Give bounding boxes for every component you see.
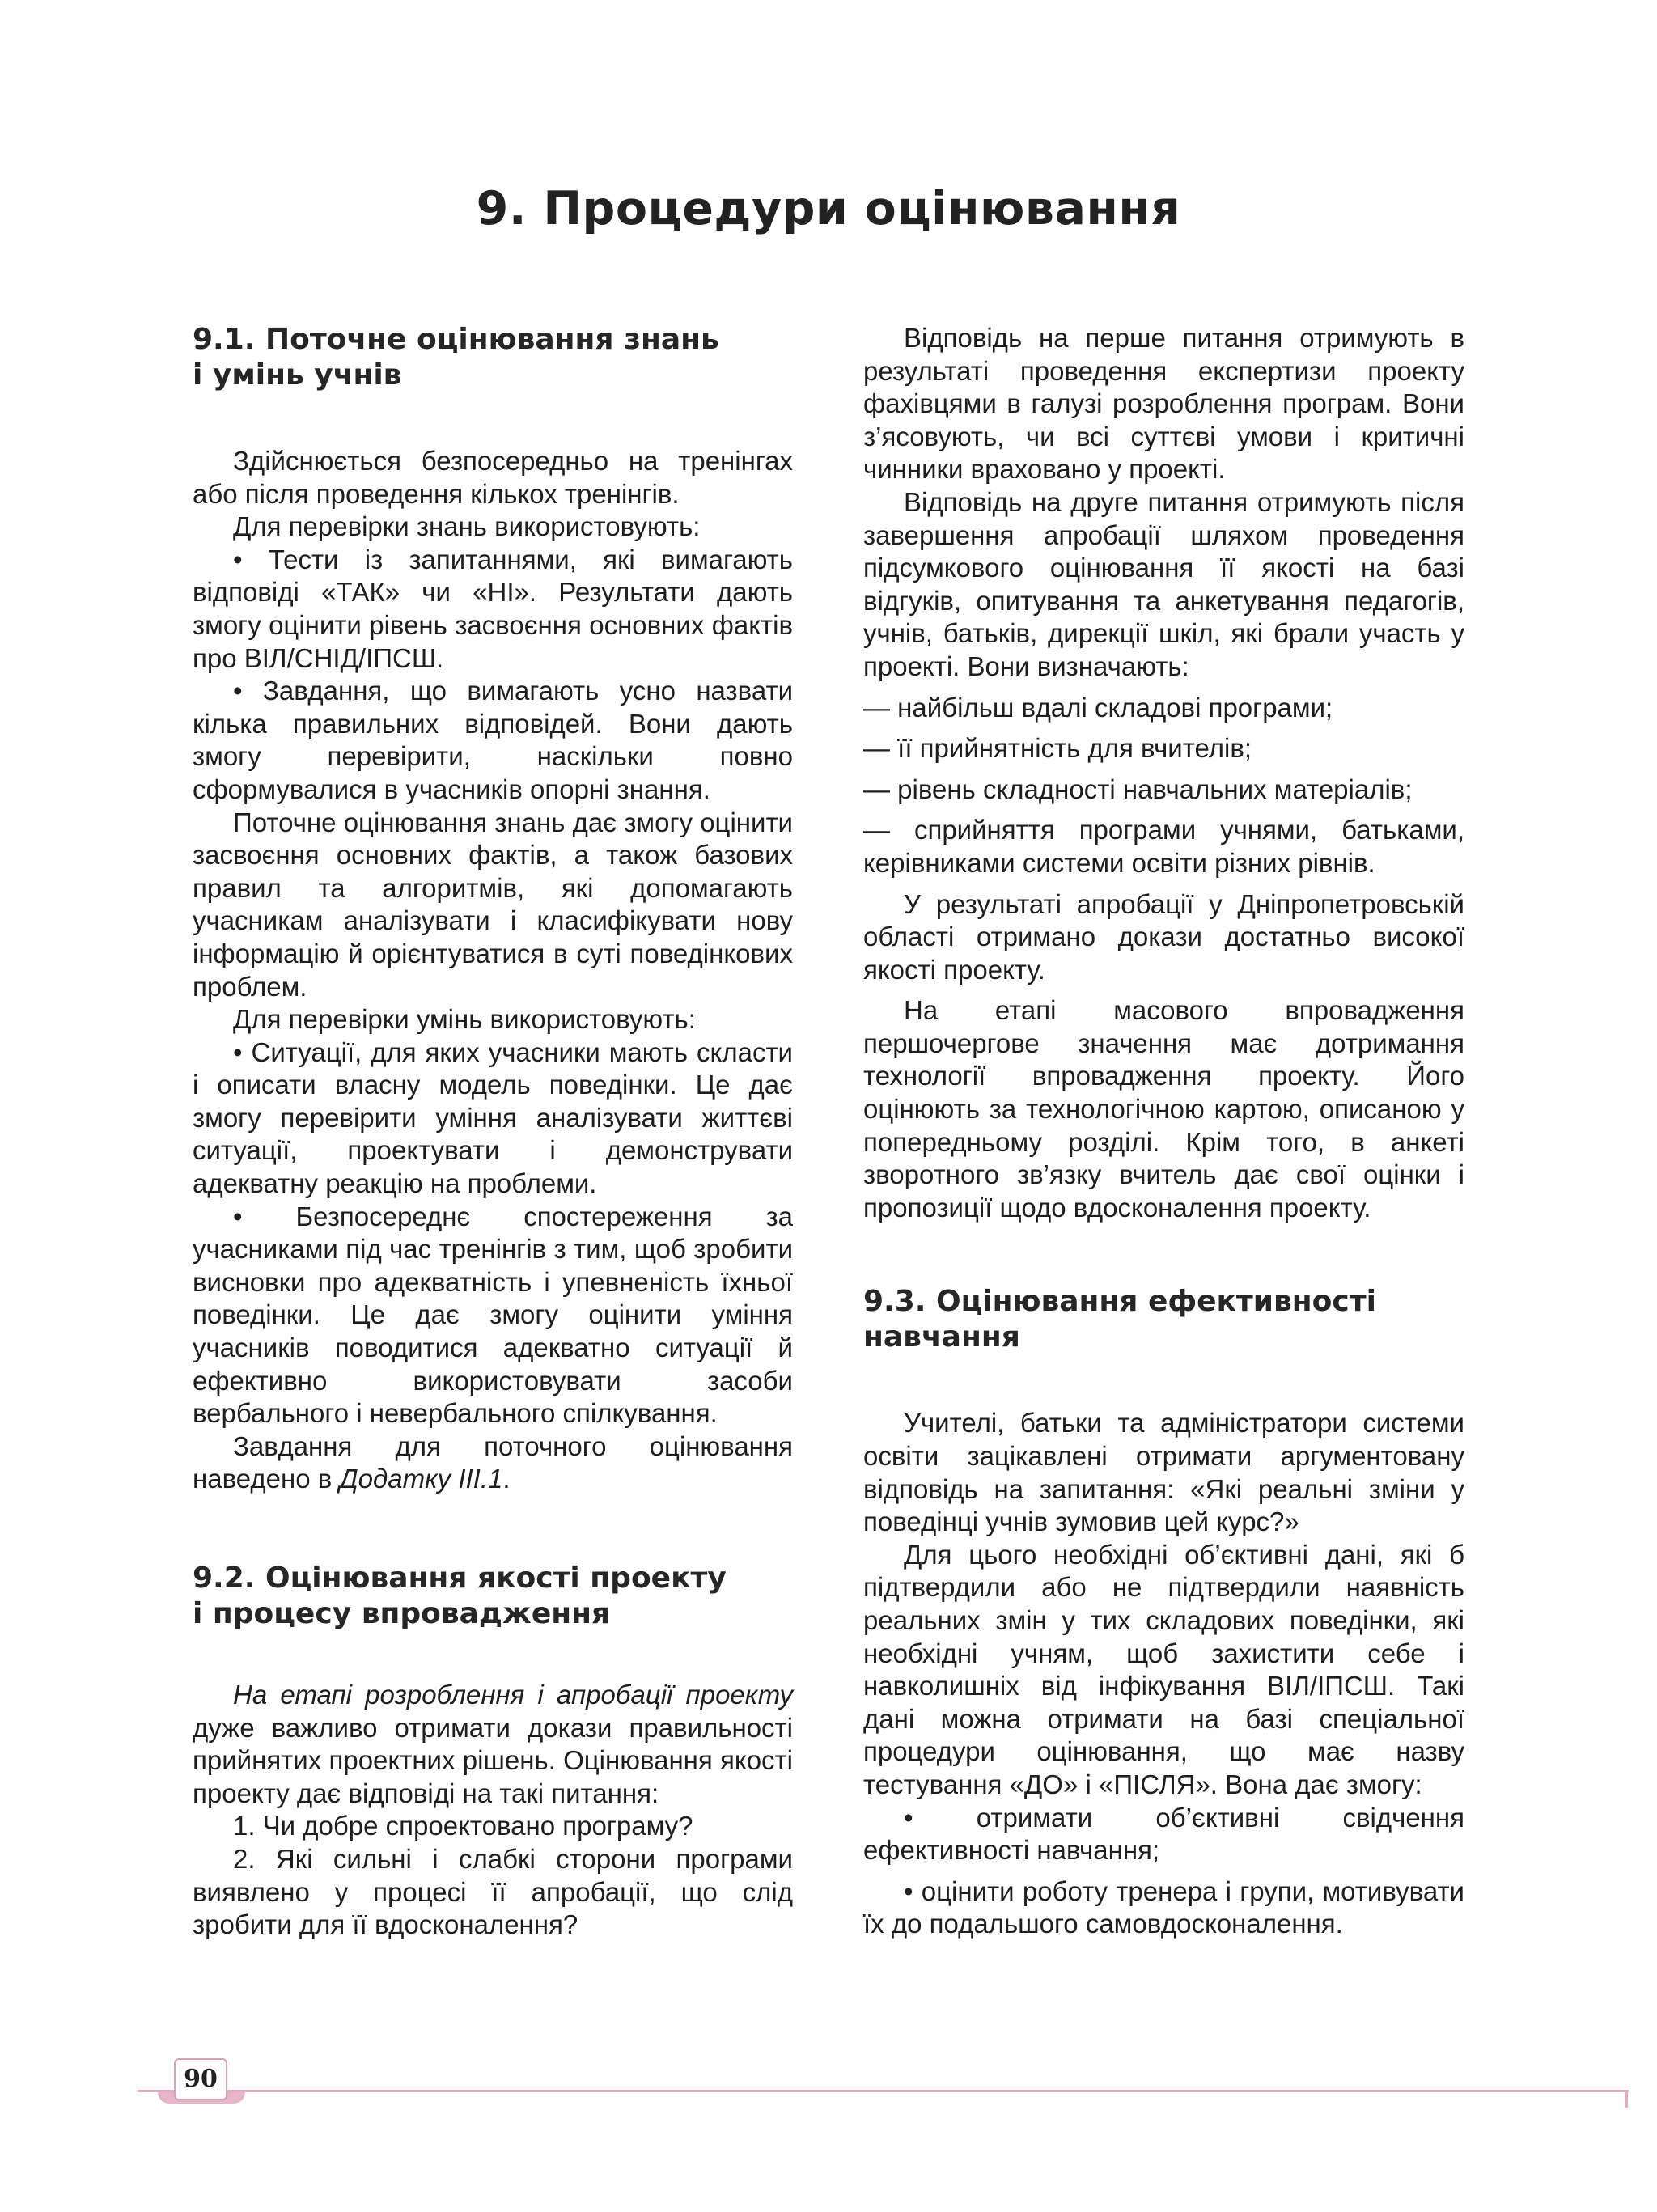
bullet-item: • Безпосереднє спостереження за учасниками під час тренінгів з тим, щоб зробити висновки про адекватність і упевненість їхньої поведінки. Це дає змогу оцінити уміння учасників поводитися адекватно ситуації й ефективно використовувати засоби вербального і невербального спілкування. — [193, 1201, 793, 1429]
paragraph: Учителі, батьки та адміністратори системи освіти зацікавлені отримати аргументовану відповідь на запитання: «Які реальні зміни у поведінці учнів зумовив цей курс?» — [863, 1408, 1464, 1537]
page-title: 9. Процедури оцінювання — [476, 182, 1181, 235]
paragraph: Для цього необхідні об’єктивні дані, які б підтвердили або не підтвердили наявність реальних змін у тих складових поведінки, які необхідні учням, щоб захистити себе і навколишніх від інфікування ВІЛ/ІПСШ. Такі дані можна отримати на базі спеціальної процедури оцінювання, що має назву тестування «ДО» і «ПІСЛЯ». Вона дає змогу: — [863, 1539, 1464, 1799]
paragraph: На етапі розроблення і апробації проекту дуже важливо отримати докази правильності прийнятих проектних рішень. Оцінювання якості проекту дає відповіді на такі питання: — [193, 1680, 793, 1808]
page-number: 90 — [174, 2058, 227, 2100]
dash-item: — найбільш вдалі складові програми; — [863, 692, 1333, 723]
section-heading-9-2-line2: і процесу впровадження — [193, 1597, 611, 1630]
appendix-reference: Додатку ІІІ.1 — [339, 1464, 503, 1494]
section-heading-9-1 — [193, 322, 793, 393]
section-heading-9-2-line1: 9.2. Оцінювання якості проекту — [193, 1562, 727, 1595]
question-item: 1. Чи добре спроектовано програму? — [233, 1811, 693, 1841]
bullet-item: • отримати об’єктивні свідчення ефективності навчання; — [863, 1802, 1464, 1866]
footer-rule — [138, 2090, 1629, 2092]
section-heading-9-3 — [863, 1284, 1464, 1355]
paragraph: Завдання для поточного оцінювання наведено в Додатку ІІІ.1. — [193, 1430, 793, 1494]
footer-edge-mark — [1625, 2090, 1628, 2108]
section-heading-9-3-line2: навчання — [863, 1320, 1020, 1354]
bullet-item: • Тести із запитаннями, які вимагають відповіді «ТАК» чи «НІ». Результати дають змогу оцінити рівень засвоєння основних фактів про ВІЛ/СНІД/ІПСШ. — [193, 544, 793, 673]
dash-item: — рівень складності навчальних матеріалів; — [863, 773, 1413, 804]
left-column — [193, 322, 793, 1942]
section-heading-9-3-line1: 9.3. Оцінювання ефективності — [863, 1285, 1376, 1319]
dash-item: — її прийнятність для вчителів; — [863, 733, 1252, 764]
right-column — [863, 322, 1464, 1941]
paragraph: Відповідь на перше питання отримують в результаті проведення експертизи проекту фахівцями в галузі розроблення програм. Вони з’ясовують, чи всі суттєві умови і критичні чинники враховано у проекті. — [863, 323, 1464, 485]
question-item: 2. Які сильні і слабкі сторони програми виявлено у процесі її апробації, що слід зробити для її вдосконалення? — [193, 1843, 793, 1940]
paragraph: Для перевірки умінь використовують: — [233, 1004, 696, 1035]
paragraph: У результаті апробації у Дніпропетровській області отримано докази достатньо високої якості проекту. — [863, 888, 1464, 985]
section-heading-9-1-line1: 9.1. Поточне оцінювання знань — [193, 323, 719, 356]
section-heading-9-2 — [193, 1561, 793, 1632]
paragraph: Для перевірки знань використовують: — [233, 511, 701, 542]
bullet-item: • Завдання, що вимагають усно назвати кілька правильних відповідей. Вони дають змогу перевірити, наскільки повно сформувалися в учасників опорні знання. — [193, 676, 793, 804]
section-heading-9-1-line2: і умінь учнів — [193, 358, 402, 392]
paragraph: Поточне оцінювання знань дає змогу оцінити засвоєння основних фактів, а також базових правил та алгоритмів, які допомагають учасникам аналізувати і класифікувати нову інформацію й орієнтуватися в суті поведінкових проблем. — [193, 807, 793, 1002]
paragraph: Відповідь на друге питання отримують після завершення апробації шляхом проведення підсумкового оцінювання її якості на базі відгуків, опитування та анкетування педагогів, учнів, батьків, дирекції шкіл, які брали участь у проекті. Вони визначають: — [863, 486, 1464, 681]
bullet-item: • Ситуації, для яких учасники мають скласти і описати власну модель поведінки. Це дає змогу перевірити уміння аналізувати життєві ситуації, проектувати і демонструвати адекватну реакцію на проблеми. — [193, 1036, 793, 1199]
dash-item: — сприйняття програми учнями, батьками, керівниками системи освіти різних рівнів. — [863, 815, 1464, 878]
paragraph: Здійснюється безпосередньо на тренінгах або після проведення кількох тренінгів. — [193, 446, 793, 509]
bullet-item: • оцінити роботу тренера і групи, мотивувати їх до подальшого самовдосконалення. — [863, 1875, 1464, 1939]
paragraph: На етапі масового впровадження першочергове значення має дотримання технології впровадження проекту. Його оцінюють за технологічною картою, описаною у попередньому розділі. Крім того, в анкеті зворотного зв’язку вчитель дає свої оцінки і пропозиції щодо вдосконалення проекту. — [863, 995, 1464, 1223]
